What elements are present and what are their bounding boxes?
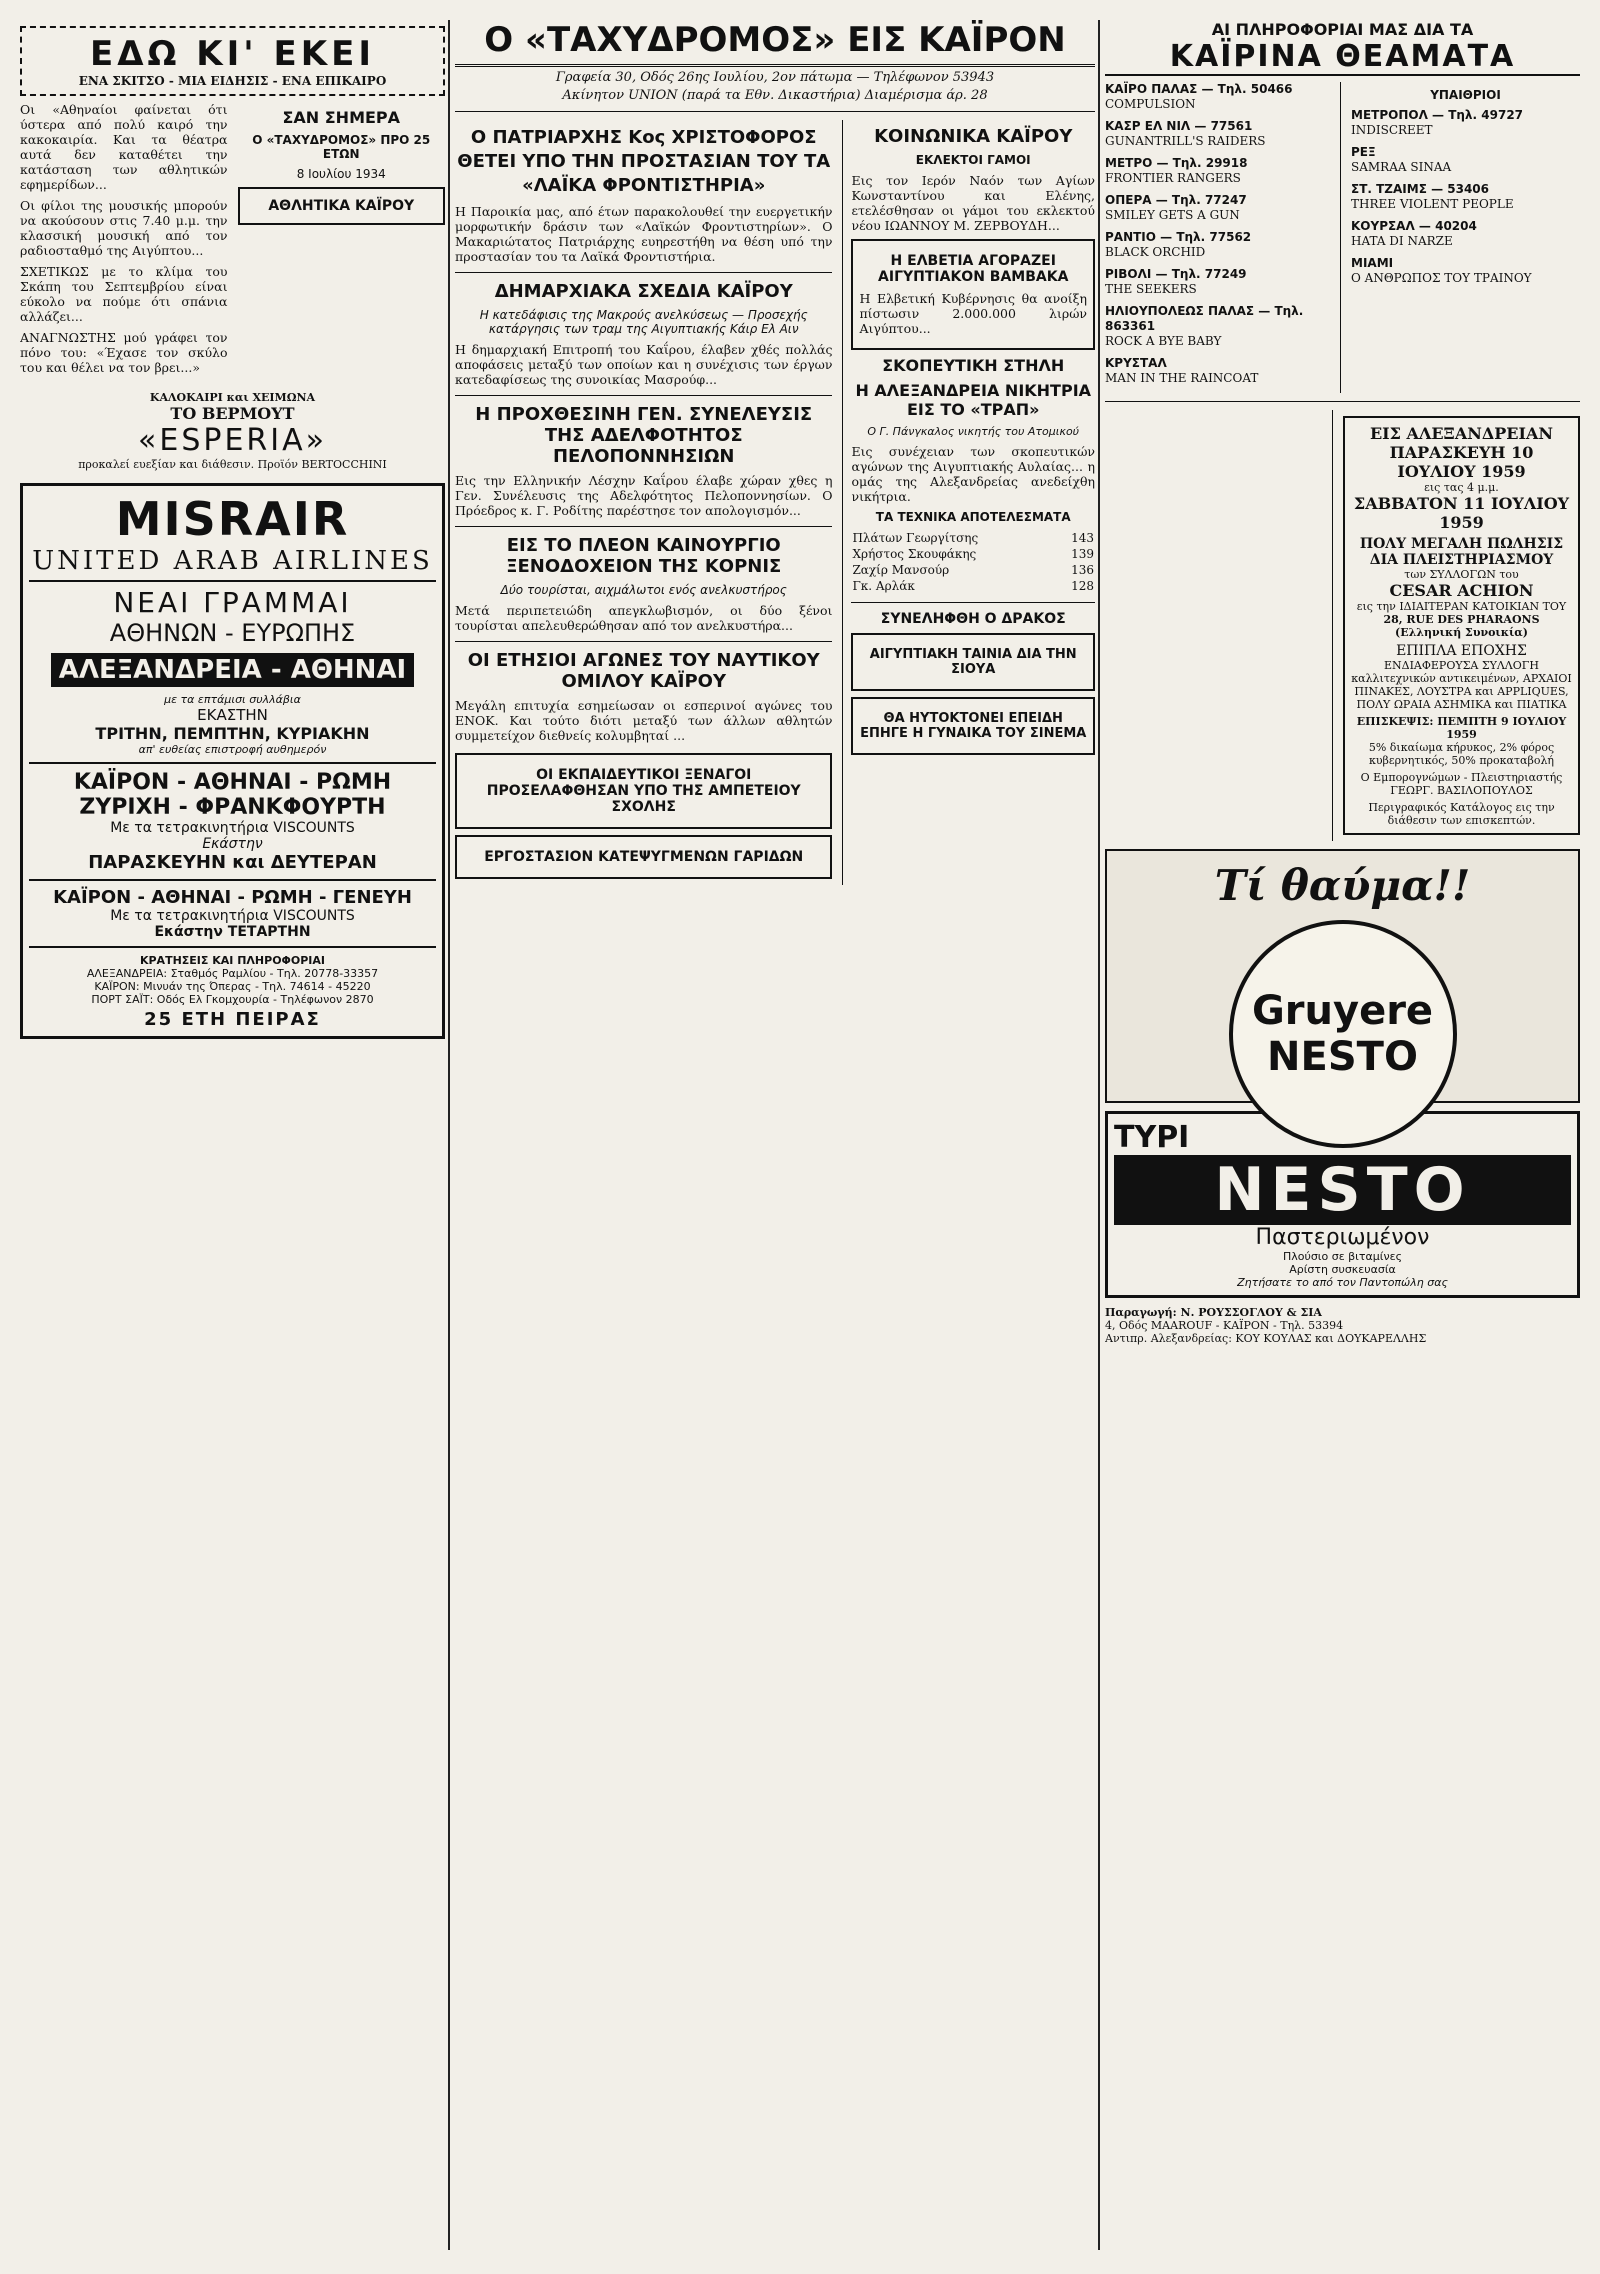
table-row (851, 530, 1095, 546)
article-subheadline: Η κατεδάφισις της Μακρούς ανελκύσεως — Προσεχής κατάργησις των τραμ της Αιγυπτιακής Κάιρ Ελ Αιν (479, 308, 808, 336)
cinema-name: ΡΑΝΤΙΟ — Τηλ. 77562 (1105, 230, 1252, 244)
ad-line: Περιγραφικός Κατάλογος εις την διάθεσιν των επισκεπτών. (1368, 801, 1555, 827)
cinema-listing (1351, 108, 1580, 138)
ad-slogan: Τί θαύμα!! (1214, 861, 1471, 910)
article-headline: Η ΠΡΟΧΘΕΣΙΝΗ ΓΕΝ. ΣΥΝΕΛΕΥΣΙΣ ΤΗΣ ΑΔΕΛΦΟΤΗΤΟΣ ΠΕΛΟΠΟΝΝΗΣΙΩΝ (475, 404, 813, 467)
cinema-name: ΟΠΕΡΑ — Τηλ. 77247 (1105, 193, 1247, 207)
article-body: Εις τον Ιερόν Ναόν των Αγίων Κωνσταντίνου και Ελένης, ετελέσθησαν οι γάμοι του εκλεκτού νέου ΙΩΑΝΝΟΥ Μ. ΖΕΡΒΟΥΔΗ... (851, 173, 1095, 233)
competitor-name: Ζαχίρ Μανσούρ (852, 563, 950, 577)
cinema-listing (1105, 119, 1334, 149)
ad-line: προκαλεί ευεξίαν και διάθεσιν. Προϊόν BERTOCCHINI (78, 458, 387, 471)
article-headline: Η ΑΛΕΞΑΝΔΡΕΙΑ ΝΙΚΗΤΡΙΑ ΕΙΣ ΤΟ «ΤΡΑΠ» (855, 381, 1092, 419)
ad-line: Παστεριωμένον (1255, 1225, 1430, 1250)
column-rule (1098, 20, 1100, 2250)
article-headline: ΣΚΟΠΕΥΤΙΚΗ ΣΤΗΛΗ (882, 356, 1065, 375)
article-headline: ΔΗΜΑΡΧΙΑΚΑ ΣΧΕΔΙΑ ΚΑΪΡΟΥ (494, 281, 793, 302)
article-box (455, 753, 832, 829)
article-body: Η δημαρχιακή Επιτροπή του Καΐρου, έλαβεν χθές πολλάς αποφάσεις μεταξύ των οποίων και η συνέχισις των έργων κατεδαφίσεως της συνοικίας Μασρούφ... (455, 342, 833, 387)
scores-table (851, 530, 1095, 594)
cinema-listing (1351, 182, 1580, 212)
article-body: Μεγάλη επιτυχία εσημείωσαν οι εσπερινοί αγώνες του ΕΝΟΚ. Και τούτο διότι μεταξύ των άλλων αθλητών συμμετείχον διεθνείς κολυμβηταί ... (455, 698, 833, 743)
cinema-film: THE SEEKERS (1105, 282, 1197, 296)
article-body: Η Ελβετική Κυβέρνησις θα ανοίξη πίστωσιν 2.000.000 λιρών Αιγύπτου... (859, 291, 1087, 336)
article-box (851, 239, 1095, 350)
paragraph: Οι φίλοι της μουσικής μπορούν να ακούσουν στις 7.40 μ.μ. την κλασσική μουσική από τον ραδιοσταθμό της Αιγύπτου... (20, 198, 228, 258)
ad-line: Παραγωγή: Ν. ΡΟΥΣΣΟΓΛΟΥ & ΣΙΑ (1105, 1306, 1322, 1319)
nesto-ad-illustration (1105, 849, 1580, 1103)
table-row (851, 562, 1095, 578)
ad-line: Εκάστην ΤΕΤΑΡΤΗΝ (154, 924, 311, 940)
cinema-listing (1105, 304, 1334, 349)
competitor-name: Γκ. Αρλάκ (852, 579, 915, 593)
article-subheadline: ΕΚΛΕΚΤΟΙ ΓΑΜΟΙ (915, 153, 1031, 167)
ad-line: ΕΠΙΠΛΑ ΕΠΟΧΗΣ (1396, 643, 1527, 659)
ad-line: 25 ΕΤΗ ΠΕΙΡΑΣ (144, 1009, 321, 1030)
ad-line: ΠΑΡΑΣΚΕΥΗ 10 ΙΟΥΛΙΟΥ 1959 (1389, 443, 1534, 481)
ad-line: ΠΟΛΥ ΜΕΓΑΛΗ ΠΩΛΗΣΙΣ ΔΙΑ ΠΛΕΙΣΤΗΡΙΑΣΜΟΥ (1359, 536, 1564, 568)
article-headline: ΣΥΝΕΛΗΦΘΗ Ο ΔΡΑΚΟΣ (880, 611, 1066, 627)
cinema-name: ΚΑΣΡ ΕΛ ΝΙΛ — 77561 (1105, 119, 1253, 133)
ad-line: Εκάστην (202, 836, 263, 852)
cinema-film: HATA DI NARZE (1351, 234, 1453, 248)
article-headline: ΕΡΓΟΣΤΑΣΙΟΝ ΚΑΤΕΨΥΓΜΕΝΩΝ ΓΑΡΙΔΩΝ (484, 849, 804, 865)
article-headline: ΚΟΙΝΩΝΙΚΑ ΚΑΪΡΟΥ (874, 126, 1073, 147)
competitor-score: 136 (1071, 563, 1094, 577)
cinema-name: ΚΡΥΣΤΑΛ (1105, 356, 1167, 370)
masthead-address: Γραφεία 30, Οδός 26ης Ιουλίου, 2ον πάτωμα — Τηλέφωνον 53943 (555, 70, 995, 85)
ad-line: ΠΟΡΤ ΣΑΪΤ: Οδός Ελ Γκομχουρία - Τηλέφωνον 2870 (91, 993, 374, 1006)
ad-line: Ζητήσατε το από τον Παντοπώλη σας (1237, 1276, 1448, 1289)
ad-line: ΤΟ ΒΕΡΜΟΥΤ (170, 404, 295, 423)
ad-line: ΚΑΪΡΟΝ - ΑΘΗΝΑΙ - ΡΩΜΗ (73, 770, 392, 795)
cinema-listing (1105, 156, 1334, 186)
ad-line: ΕΙΣ ΑΛΕΞΑΝΔΡΕΙΑΝ (1369, 424, 1554, 443)
ad-line: Με τα τετρακινητήρια VISCOUNTS (110, 820, 355, 836)
table-title: ΤΑ ΤΕΧΝΙΚΑ ΑΠΟΤΕΛΕΣΜΑΤΑ (875, 510, 1071, 524)
ad-line: Αρίστη συσκευασία (1289, 1263, 1396, 1276)
misrair-ad (20, 483, 445, 1039)
section-header (20, 26, 445, 96)
cinema-film: SMILEY GETS A GUN (1105, 208, 1240, 222)
cinema-film: ROCK A BYE BABY (1105, 334, 1222, 348)
ad-line: Πλούσιο σε βιταμίνες (1282, 1250, 1403, 1263)
column-rule (448, 20, 450, 2250)
ad-line: ΕΝΔΙΑΦΕΡΟΥΣΑ ΣΥΛΛΟΓΗ καλλιτεχνικών αντικειμένων, ΑΡΧΑΙΟΙ ΠΙΝΑΚΕΣ, ΛΟΥΣΤΡΑ και APPLIQUES, ΠΟΛΥ ΩΡΑΙΑ ΑΣΗΜΙΚΑ και ΠΙΑΤΙΚΑ (1351, 659, 1572, 711)
ad-brand: MISRAIR (115, 492, 350, 546)
cinema-name: ΣΤ. ΤΖΑΙΜΣ — 53406 (1351, 182, 1489, 196)
cinema-film: THREE VIOLENT PEOPLE (1351, 197, 1514, 211)
ad-line: 4, Οδός MAAROUF - ΚΑΪΡΟΝ - Τηλ. 53394 (1105, 1319, 1344, 1332)
ad-line: ΕΚΑΣΤΗΝ (197, 706, 268, 724)
section-title: ΚΑΪΡΙΝΑ ΘΕΑΜΑΤΑ (1105, 39, 1580, 76)
left-column (20, 20, 445, 2250)
ad-line: με τα επτάμισι συλλάβια (164, 693, 301, 706)
ad-line: CESAR ACHION (1389, 581, 1534, 600)
right-column (1105, 20, 1580, 2250)
cinema-film: MAN IN THE RAINCOAT (1105, 371, 1259, 385)
section-subtitle: ΕΝΑ ΣΚΙΤΣΟ - ΜΙΑ ΕΙΔΗΣΙΣ - ΕΝΑ ΕΠΙΚΑΙΡΟ (78, 74, 387, 88)
ad-line: ΝΕΑΙ ΓΡΑΜΜΑΙ (113, 586, 352, 619)
cinema-film: SAMRAA SINAA (1351, 160, 1452, 174)
article-box (238, 187, 446, 225)
cinema-name: ΡΙΒΟΛΙ — Τηλ. 77249 (1105, 267, 1247, 281)
paragraph: ΣΧΕΤΙΚΩΣ με το κλίμα του Σκάπη του Σεπτεμβρίου είναι εύκολο να πούμε ότι σπάνια αλλάζει... (20, 264, 228, 324)
ad-highlight: ΑΛΕΞΑΝΔΡΕΙΑ - ΑΘΗΝΑΙ (51, 653, 414, 687)
ad-line: απ' ευθείας επιστροφή αυθημερόν (138, 743, 327, 756)
center-column (455, 20, 1095, 2250)
masthead: Ο «ΤΑΧΥΔΡΟΜΟΣ» ΕΙΣ ΚΑΪΡΟΝ (455, 20, 1095, 67)
ad-line: ΤΡΙΤΗΝ, ΠΕΜΠΤΗΝ, ΚΥΡΙΑΚΗΝ (95, 724, 370, 743)
cinema-name: ΚΑΪΡΟ ΠΑΛΑΣ — Τηλ. 50466 (1105, 82, 1293, 96)
cheese-wheel-icon (1229, 920, 1457, 1148)
article-body: Η Παροικία μας, από έτων παρακολουθεί την ευεργετικήν μορφωτικήν δράσιν των «Λαϊκών Φροντιστηρίων». Ο Μακαριώτατος Πατριάρχης ευηρεστήθη να θέση υπό την προστασίαν του τα Λαϊκά Φροντιστήρια. (455, 204, 833, 264)
ad-line: εις την ΙΔΙΑΙΤΕΡΑΝ ΚΑΤΟΙΚΙΑΝ ΤΟΥ (1356, 600, 1567, 613)
cinema-listing (1351, 256, 1580, 286)
cinema-film: GUNANTRILL'S RAIDERS (1105, 134, 1266, 148)
article-subheadline: Δύο τουρίσται, αιχμάλωτοι ενός ανελκυστήρος (500, 583, 787, 597)
ad-line: Με τα τετρακινητήρια VISCOUNTS (110, 908, 355, 924)
cinema-listing (1105, 82, 1334, 112)
article-subheadline: Ο Γ. Πάνγκαλος νικητής του Ατομικού (867, 425, 1080, 438)
cinema-name: ΜΕΤΡΟ — Τηλ. 29918 (1105, 156, 1248, 170)
article-box (455, 835, 832, 879)
article-box (851, 633, 1095, 691)
cinema-listing (1105, 193, 1334, 223)
cinema-name: ΗΛΙΟΥΠΟΛΕΩΣ ΠΑΛΑΣ — Τηλ. 863361 (1105, 304, 1304, 333)
paragraph: Οι «Αθηναίοι φαίνεται ότι ύστερα από πολύ καιρό την κακοκαιρία. Και τα θέατρα αυτά δεν καταθέτει την κατάσταση των αθλητικών εφημερίδων... (20, 102, 228, 192)
article-headline: ΘΑ ΗΥΤΟΚΤΟΝΕΙ ΕΠΕΙΔΗ ΕΠΗΓΕ Η ΓΥΝΑΙΚΑ ΤΟΥ ΣΙΝΕΜΑ (860, 711, 1087, 741)
cinema-film: Ο ΑΝΘΡΩΠΟΣ ΤΟΥ ΤΡΑΙΝΟΥ (1351, 271, 1532, 285)
competitor-score: 128 (1071, 579, 1094, 593)
ad-line: των ΣΥΛΛΟΓΩΝ του (1404, 568, 1519, 581)
table-row (851, 578, 1095, 594)
cinema-listing (1105, 230, 1334, 260)
cinema-listing (1105, 356, 1334, 386)
listing-subtitle: ΥΠΑΙΘΡΙΟΙ (1430, 88, 1501, 102)
article-columns (20, 102, 445, 381)
article-body: Μετά περιπετειώδη απεγκλωβισμόν, οι δύο ξένοι τουρίσται απελευθερώθησαν από τον ανελκυστήρα... (455, 603, 833, 633)
esperia-ad (20, 391, 445, 471)
article-body: Εις συνέχειαν των σκοπευτικών αγώνων της Αιγυπτιακής Αυλαίας... η ομάς της Αλεξανδρείας ανεδείχθη νικήτρια. (851, 444, 1095, 504)
ad-line: ΑΘΗΝΩΝ - ΕΥΡΩΠΗΣ (109, 619, 356, 647)
article-headline: ΑΙΓΥΠΤΙΑΚΗ ΤΑΙΝΙΑ ΔΙΑ ΤΗΝ ΣΙΟΥΑ (869, 647, 1077, 677)
section-kicker: ΑΙ ΠΛΗΡΟΦΟΡΙΑΙ ΜΑΣ ΔΙΑ ΤΑ (1211, 20, 1474, 39)
cinema-name: ΜΙΑΜΙ (1351, 256, 1394, 270)
cinema-name: ΡΕΞ (1351, 145, 1376, 159)
ad-line: 5% δικαίωμα κήρυκος, 2% φόρος κυβερνητικός, 50% προκαταβολή (1368, 741, 1555, 767)
ad-line: Ο Εμπορογνώμων - Πλειστηριαστής ΓΕΩΡΓ. ΒΑΣΙΛΟΠΟΥΛΟΣ (1360, 771, 1563, 797)
cinema-listing (1351, 219, 1580, 249)
cinema-name: ΚΟΥΡΣΑΛ — 40204 (1351, 219, 1477, 233)
ad-brand: «ESPERIA» (138, 423, 327, 458)
article-headline: ΑΘΛΗΤΙΚΑ ΚΑΪΡΟΥ (268, 198, 415, 214)
competitor-score: 143 (1071, 531, 1094, 545)
ad-brand: Gruyere NESTO (1251, 988, 1434, 1080)
cinema-film: BLACK ORCHID (1105, 245, 1206, 259)
auction-and-ad (1105, 410, 1580, 841)
paragraph: ΑΝΑΓΝΩΣΤΗΣ μού γράφει τον πόνο του: «Έχασε τον σκύλο του και θέλει να τον βρει...» (20, 330, 228, 375)
section-title: ΕΔΩ ΚΙ' ΕΚΕΙ (90, 34, 375, 74)
ad-line: ΕΠΙΣΚΕΨΙΣ: ΠΕΜΠΤΗ 9 ΙΟΥΛΙΟΥ 1959 (1356, 715, 1567, 741)
article-headline: ΣΑΝ ΣΗΜΕΡΑ (282, 108, 401, 127)
ad-line: εις τας 4 μ.μ. (1424, 481, 1499, 494)
article-box (851, 697, 1095, 755)
ad-line: ΖΥΡΙΧΗ - ΦΡΑΝΚΦΟΥΡΤΗ (79, 795, 386, 820)
article-headline: Η ΕΛΒΕΤΙΑ ΑΓΟΡΑΖΕΙ ΑΙΓΥΠΤΙΑΚΟΝ ΒΑΜΒΑΚΑ (878, 253, 1069, 285)
article-headline: ΟΙ ΕΤΗΣΙΟΙ ΑΓΩΝΕΣ ΤΟΥ ΝΑΥΤΙΚΟΥ ΟΜΙΛΟΥ ΚΑΪΡΟΥ (467, 650, 820, 692)
cinema-name: ΜΕΤΡΟΠΟΛ — Τηλ. 49727 (1351, 108, 1524, 122)
article-headline: Ο ΠΑΤΡΙΑΡΧΗΣ Κος ΧΡΙΣΤΟΦΟΡΟΣ ΘΕΤΕΙ ΥΠΟ ΤΗΝ ΠΡΟΣΤΑΣΙΑΝ ΤΟΥ ΤΑ «ΛΑΪΚΑ ΦΡΟΝΤΙΣΤΗΡΙΑ» (457, 127, 831, 196)
competitor-name: Πλάτων Γεωργίτσης (852, 531, 979, 545)
ad-brand: NESTO (1114, 1155, 1571, 1225)
cinema-listing (1351, 145, 1580, 175)
ad-line: ΤΥΡΙ (1114, 1120, 1190, 1155)
ad-line: ΚΡΑΤΗΣΕΙΣ ΚΑΙ ΠΛΗΡΟΦΟΡΙΑΙ (139, 954, 326, 967)
masthead-address: Ακίνητον UNION (παρά τα Εθν. Δικαστήρια) Διαμέρισμα άρ. 28 (562, 88, 988, 103)
article-columns (455, 120, 1095, 885)
cinema-film: FRONTIER RANGERS (1105, 171, 1241, 185)
auction-ad (1343, 416, 1580, 835)
table-row (851, 546, 1095, 562)
ad-line: ΚΑΛΟΚΑΙΡΙ και ΧΕΙΜΩΝΑ (149, 391, 316, 404)
competitor-score: 139 (1071, 547, 1094, 561)
ad-line: ΣΑΒΒΑΤΟΝ 11 ΙΟΥΛΙΟΥ 1959 (1353, 494, 1570, 532)
cinema-film: INDISCREET (1351, 123, 1433, 137)
article-date: 8 Ιουλίου 1934 (296, 167, 386, 181)
competitor-name: Χρήστος Σκουφάκης (852, 547, 977, 561)
cinema-film: COMPULSION (1105, 97, 1196, 111)
article-body: Εις την Ελληνικήν Λέσχην Καΐρου έλαβε χώραν χθες η Γεν. Συνέλευσις της Αδελφότητος Πελοποννησίων. Ο Πρόεδρος κ. Γ. Ροδίτης παρέστησε τον απολογισμόν... (455, 473, 833, 518)
ad-line: ΚΑΪΡΟΝ: Μινυάν της Όπερας - Τηλ. 74614 - 45220 (94, 980, 371, 993)
cinema-listings (1105, 82, 1580, 393)
ad-line: 28, RUE DES PHARAONS (Ελληνική Συνοικία) (1383, 613, 1540, 639)
ad-line: ΚΑΪΡΟΝ - ΑΘΗΝΑΙ - ΡΩΜΗ - ΓΕΝΕΥΗ (53, 887, 412, 908)
ad-line: ΠΑΡΑΣΚΕΥΗΝ και ΔΕΥΤΕΡΑΝ (88, 852, 377, 873)
article-headline: ΕΙΣ ΤΟ ΠΛΕΟΝ ΚΑΙΝΟΥΡΓΙΟ ΞΕΝΟΔΟΧΕΙΟΝ ΤΗΣ ΚΟΡΝΙΣ (506, 535, 782, 577)
ad-line: ΑΛΕΞΑΝΔΡΕΙΑ: Σταθμός Ραμλίου - Τηλ. 20778-33357 (86, 967, 379, 980)
cinema-listing (1105, 267, 1334, 297)
article-headline: ΟΙ ΕΚΠΑΙΔΕΥΤΙΚΟΙ ΞΕΝΑΓΟΙ ΠΡΟΣΕΛΑΦΘΗΣΑΝ ΥΠΟ ΤΗΣ ΑΜΠΕΤΕΙΟΥ ΣΧΟΛΗΣ (486, 767, 801, 815)
ad-line: UNITED ARAB AIRLINES (32, 546, 433, 576)
ad-line: Αντιπρ. Αλεξανδρείας: ΚΟΥ ΚΟΥΛΑΣ και ΔΟΥΚΑΡΕΛΛΗΣ (1105, 1332, 1427, 1345)
article-subheadline: Ο «ΤΑΧΥΔΡΟΜΟΣ» ΠΡΟ 25 ΕΤΩΝ (252, 133, 431, 161)
